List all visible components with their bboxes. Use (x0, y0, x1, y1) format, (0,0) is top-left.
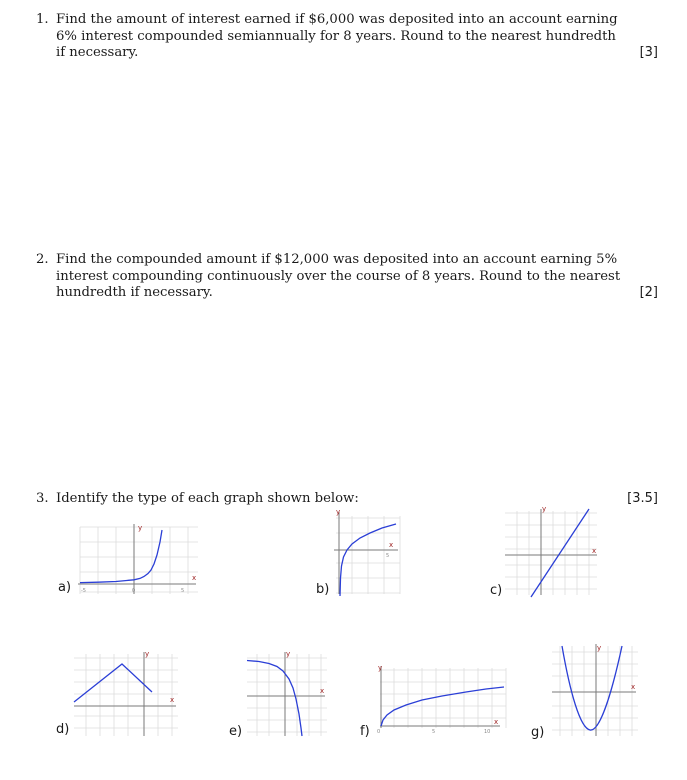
graph-a (78, 522, 200, 597)
points-badge: [3.5] (627, 491, 658, 506)
x-axis-label: x (592, 547, 597, 555)
question-line: hundredth if necessary. (56, 285, 213, 300)
y-axis-label: y (145, 650, 150, 658)
x-axis-label: x (320, 687, 325, 695)
question-line: Find the compounded amount if $12,000 was deposited into an account earning 5% (56, 252, 618, 267)
graph-f (370, 662, 510, 734)
y-axis-label: y (542, 505, 547, 513)
question-line: Identify the type of each graph shown below: (56, 491, 359, 506)
question-line: if necessary. (56, 45, 139, 60)
y-axis-label: y (597, 644, 602, 652)
graph-label-b: b) (316, 582, 330, 597)
graph-b (334, 508, 404, 596)
question-number: 1. (36, 12, 49, 27)
grid (247, 654, 327, 736)
x-axis-label: x (170, 696, 175, 704)
y-axis-label: y (378, 664, 383, 672)
graph-c (503, 505, 599, 597)
graph-label-d: d) (56, 722, 70, 737)
grid (336, 516, 400, 594)
line (531, 509, 589, 597)
grid (505, 511, 597, 595)
question-1 (36, 12, 658, 62)
tick-label: 5 (386, 553, 390, 559)
question-number: 3. (36, 491, 49, 506)
y-axis-label: y (336, 508, 341, 516)
x-axis-label: x (631, 683, 636, 691)
question-2 (36, 252, 658, 302)
x-axis-label: x (389, 541, 394, 549)
sqrt-curve (381, 687, 504, 726)
question-line: 6% interest compounded semiannually for 8 years. Round to the nearest hundredth (56, 28, 616, 44)
x-axis-label: x (192, 574, 197, 582)
y-axis-label: y (286, 650, 291, 658)
graph-d (72, 650, 180, 738)
tick-label: 5 (432, 729, 436, 735)
grid (74, 654, 178, 736)
graph-label-a: a) (58, 580, 72, 595)
question-number: 2. (36, 252, 49, 267)
graph-e (245, 650, 329, 738)
graph-label-g: g) (531, 725, 545, 740)
growth-curve (80, 530, 162, 583)
graph-label-e: e) (229, 724, 243, 739)
decay-curve (247, 661, 302, 737)
points-badge: [2] (639, 285, 658, 300)
question-line: interest compounding continuously over the course of 8 years. Round to the nearest (56, 268, 621, 284)
graph-label-c: c) (490, 583, 503, 598)
points-badge: [3] (639, 45, 658, 60)
tick-label: 0 (132, 588, 136, 594)
tick-label: -5 (81, 588, 86, 594)
grid (380, 668, 506, 728)
tick-label: 0 (377, 729, 381, 735)
x-axis-label: x (494, 718, 499, 726)
tick-label: 10 (484, 729, 491, 735)
question-line: Find the amount of interest earned if $6,000 was deposited into an account earning (56, 12, 618, 27)
parabola-curve (562, 646, 622, 730)
tick-label: 5 (181, 588, 185, 594)
y-axis-label: y (138, 524, 143, 532)
graph-g (550, 642, 640, 738)
graph-label-f: f) (360, 724, 370, 739)
